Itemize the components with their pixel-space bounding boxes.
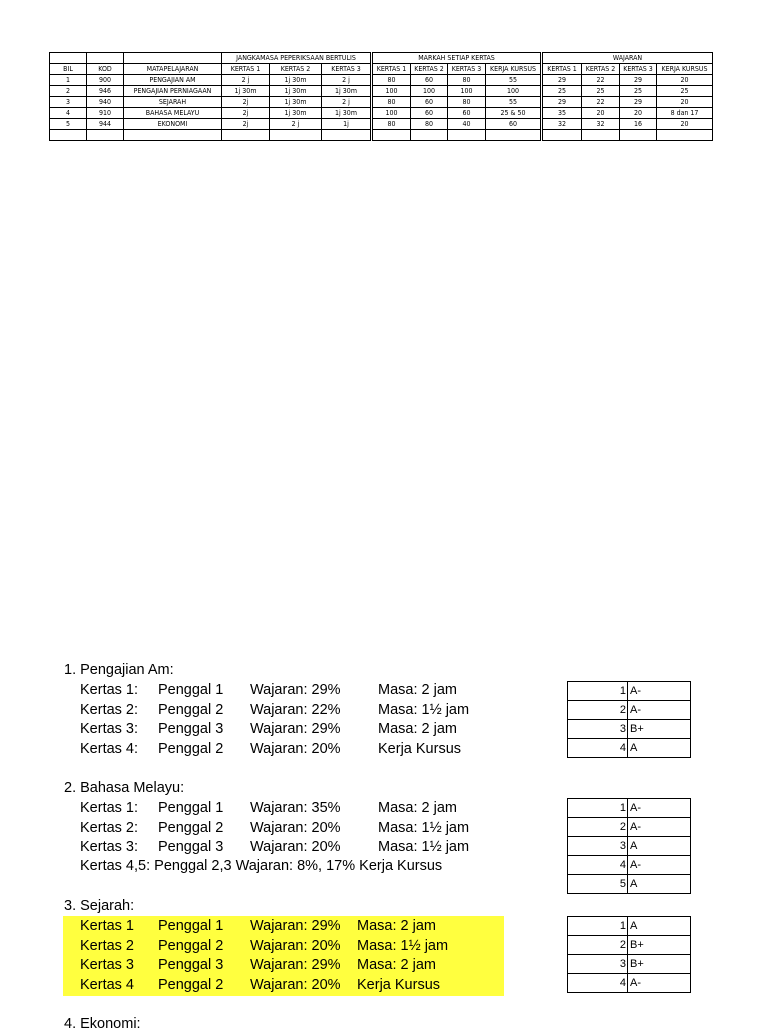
note-cell: Wajaran: 20% xyxy=(250,839,341,856)
table-cell: 100 xyxy=(372,86,411,97)
note-cell: Penggal 3 xyxy=(158,721,224,738)
grade-table-bahasa-melayu xyxy=(567,798,691,894)
table-cell: 60 xyxy=(411,108,448,119)
table-cell: 29 xyxy=(542,97,582,108)
table-cell: 100 xyxy=(486,86,542,97)
note-cell: Wajaran: 29% xyxy=(250,682,341,698)
exam-summary-table xyxy=(49,52,713,141)
grade-value: A- xyxy=(628,799,691,818)
note-cell: Penggal 1 xyxy=(158,918,224,934)
table-cell: 29 xyxy=(620,75,657,86)
grade-row xyxy=(568,955,691,974)
table-cell: 60 xyxy=(411,97,448,108)
note-cell: Masa: 2 jam xyxy=(378,800,457,816)
table-cell: 29 xyxy=(620,97,657,108)
table-cell: 35 xyxy=(542,108,582,119)
section-title-bahasa-melayu: 2. Bahasa Melayu: xyxy=(64,780,185,796)
note-cell: Masa: 1½ jam xyxy=(378,701,470,718)
table-cell: 1j 30m xyxy=(270,97,322,108)
table-cell: 2j xyxy=(222,119,270,130)
note-cell: Wajaran: 29% xyxy=(250,957,341,974)
table-cell: 20 xyxy=(657,97,713,108)
table-row xyxy=(50,119,713,130)
paper-number: 3 xyxy=(568,955,628,974)
note-cell: Wajaran: 29% xyxy=(250,721,341,738)
table-cell: 25 xyxy=(582,86,620,97)
table-cell: 20 xyxy=(582,108,620,119)
table-cell: 80 xyxy=(372,119,411,130)
table-cell: 2j xyxy=(222,97,270,108)
table-cell: 60 xyxy=(448,108,486,119)
note-cell: Masa: 2 jam xyxy=(357,918,436,934)
note-cell: Masa: 1½ jam xyxy=(378,819,470,836)
table-cell: 100 xyxy=(372,108,411,119)
table-cell: 32 xyxy=(582,119,620,130)
note-cell: Kertas 2: xyxy=(80,701,139,718)
table-cell: 1j 30m xyxy=(322,86,372,97)
table-cell: 2 j xyxy=(270,119,322,130)
table-cell: 32 xyxy=(542,119,582,130)
paper-number: 4 xyxy=(568,974,628,993)
group-header-weight: WAJARAN xyxy=(542,53,713,64)
table-cell: 940 xyxy=(87,97,124,108)
paper-number: 1 xyxy=(568,799,628,818)
paper-number: 2 xyxy=(568,936,628,955)
note-cell: Penggal 2 xyxy=(158,819,224,836)
table-cell: 60 xyxy=(486,119,542,130)
grade-value: A- xyxy=(628,682,691,701)
note-cell: Penggal 2 xyxy=(158,937,224,954)
table-cell: 8 dan 17 xyxy=(657,108,713,119)
note-cell: Wajaran: 22% xyxy=(250,701,341,718)
group-header-marks: MARKAH SETIAP KERTAS xyxy=(372,53,542,64)
note-cell: Wajaran: 20% xyxy=(250,819,341,836)
table-cell: 1j 30m xyxy=(322,108,372,119)
col-header: KERTAS 3 xyxy=(620,64,657,75)
note-cell: Kertas 1: xyxy=(80,800,139,816)
table-cell: 3 xyxy=(50,97,87,108)
table-cell: 80 xyxy=(411,119,448,130)
grade-row xyxy=(568,875,691,894)
table-cell: 4 xyxy=(50,108,87,119)
grade-value: A xyxy=(628,875,691,894)
paper-number: 5 xyxy=(568,875,628,894)
paper-number: 1 xyxy=(568,917,628,936)
note-line: Kertas 4,5: Penggal 2,3 Wajaran: 8%, 17% Kerja Kursus xyxy=(80,858,443,874)
table-cell: 2 j xyxy=(322,97,372,108)
note-cell: Kertas 3: xyxy=(80,721,139,738)
table-cell: 16 xyxy=(620,119,657,130)
note-cell: Kertas 1: xyxy=(80,682,139,698)
table-cell: 40 xyxy=(448,119,486,130)
group-header-row xyxy=(50,53,713,64)
paper-number: 2 xyxy=(568,818,628,837)
col-header: MATAPELAJARAN xyxy=(124,64,222,75)
grade-table-sejarah xyxy=(567,916,691,993)
table-cell: BAHASA MELAYU xyxy=(124,108,222,119)
grade-row xyxy=(568,720,691,739)
table-cell: 55 xyxy=(486,75,542,86)
paper-number: 1 xyxy=(568,682,628,701)
table-cell: 1j 30m xyxy=(270,108,322,119)
col-header: KERTAS 1 xyxy=(372,64,411,75)
table-cell: 2 j xyxy=(222,75,270,86)
paper-number: 3 xyxy=(568,837,628,856)
note-cell: Masa: 2 jam xyxy=(378,721,457,738)
col-header: KERTAS 1 xyxy=(542,64,582,75)
table-cell: 1j 30m xyxy=(270,75,322,86)
paper-number: 4 xyxy=(568,739,628,758)
grade-table-pengajian-am xyxy=(567,681,691,758)
grade-row xyxy=(568,799,691,818)
note-cell: Kerja Kursus xyxy=(357,976,441,993)
note-cell: Kertas 3: xyxy=(80,839,139,856)
table-cell: 80 xyxy=(448,75,486,86)
paper-number: 2 xyxy=(568,701,628,720)
col-header: KERTAS 3 xyxy=(448,64,486,75)
note-cell: Kertas 4 xyxy=(80,976,134,993)
table-cell: 25 xyxy=(620,86,657,97)
note-cell: Penggal 3 xyxy=(158,957,224,974)
note-cell: Kertas 2 xyxy=(80,937,134,954)
table-cell: 22 xyxy=(582,75,620,86)
table-cell: 25 xyxy=(657,86,713,97)
table-cell: EKONOMI xyxy=(124,119,222,130)
group-header-duration: JANGKAMASA PEPERIKSAAN BERTULIS xyxy=(222,53,372,64)
table-row xyxy=(50,75,713,86)
note-cell: Wajaran: 35% xyxy=(250,800,341,816)
grade-row xyxy=(568,818,691,837)
col-header: BIL xyxy=(50,64,87,75)
grade-row xyxy=(568,701,691,720)
table-cell: 1j 30m xyxy=(222,86,270,97)
grade-value: A- xyxy=(628,701,691,720)
table-cell: 25 & 50 xyxy=(486,108,542,119)
table-cell: 2j xyxy=(222,108,270,119)
table-cell: PENGAJIAN AM xyxy=(124,75,222,86)
table-cell: 80 xyxy=(372,75,411,86)
table-cell: 55 xyxy=(486,97,542,108)
table-cell: 1j xyxy=(322,119,372,130)
table-cell: 25 xyxy=(542,86,582,97)
table-cell: PENGAJIAN PERNIAGAAN xyxy=(124,86,222,97)
table-cell: 2 j xyxy=(322,75,372,86)
grade-value: A xyxy=(628,917,691,936)
table-cell: 100 xyxy=(448,86,486,97)
table-cell: 946 xyxy=(87,86,124,97)
grade-row xyxy=(568,856,691,875)
note-cell: Kertas 3 xyxy=(80,957,134,974)
column-header-row xyxy=(50,64,713,75)
grade-value: A xyxy=(628,837,691,856)
note-cell: Penggal 3 xyxy=(158,839,224,856)
note-cell: Kerja Kursus xyxy=(378,740,462,757)
paper-number: 3 xyxy=(568,720,628,739)
col-header: KERTAS 1 xyxy=(222,64,270,75)
note-cell: Masa: 1½ jam xyxy=(378,839,470,856)
grade-row xyxy=(568,974,691,993)
note-cell: Penggal 1 xyxy=(158,800,224,816)
grade-value: B+ xyxy=(628,720,691,739)
table-row xyxy=(50,108,713,119)
grade-row xyxy=(568,917,691,936)
section-title-sejarah: 3. Sejarah: xyxy=(64,898,135,914)
table-cell: 20 xyxy=(620,108,657,119)
grade-value: A- xyxy=(628,974,691,993)
table-cell: SEJARAH xyxy=(124,97,222,108)
grade-value: A- xyxy=(628,818,691,837)
table-cell: 20 xyxy=(657,75,713,86)
grade-row xyxy=(568,837,691,856)
table-cell: 100 xyxy=(411,86,448,97)
table-row xyxy=(50,86,713,97)
section-title-pengajian-am: 1. Pengajian Am: xyxy=(64,662,174,678)
grade-row xyxy=(568,739,691,758)
col-header: KERJA KURSUS xyxy=(486,64,542,75)
table-cell: 80 xyxy=(448,97,486,108)
note-cell: Penggal 1 xyxy=(158,682,224,698)
note-cell: Kertas 2: xyxy=(80,819,139,836)
note-cell: Penggal 2 xyxy=(158,701,224,718)
col-header: KOD xyxy=(87,64,124,75)
table-cell: 60 xyxy=(411,75,448,86)
table-cell: 900 xyxy=(87,75,124,86)
note-cell: Wajaran: 29% xyxy=(250,918,341,934)
note-cell: Penggal 2 xyxy=(158,740,224,757)
section-title-ekonomi: 4. Ekonomi: xyxy=(64,1016,141,1032)
table-cell: 29 xyxy=(542,75,582,86)
table-cell: 1j 30m xyxy=(270,86,322,97)
col-header: KERTAS 3 xyxy=(322,64,372,75)
note-cell: Wajaran: 20% xyxy=(250,937,341,954)
table-cell: 944 xyxy=(87,119,124,130)
col-header: KERTAS 2 xyxy=(270,64,322,75)
table-cell: 80 xyxy=(372,97,411,108)
table-cell: 20 xyxy=(657,119,713,130)
table-cell: 5 xyxy=(50,119,87,130)
table-cell: 22 xyxy=(582,97,620,108)
table-cell: 910 xyxy=(87,108,124,119)
note-cell: Kertas 4: xyxy=(80,740,139,757)
grade-row xyxy=(568,936,691,955)
paper-number: 4 xyxy=(568,856,628,875)
grade-value: B+ xyxy=(628,936,691,955)
note-cell: Wajaran: 20% xyxy=(250,976,341,993)
col-header: KERTAS 2 xyxy=(411,64,448,75)
col-header: KERTAS 2 xyxy=(582,64,620,75)
grade-value: A xyxy=(628,739,691,758)
note-cell: Penggal 2 xyxy=(158,976,224,993)
table-row xyxy=(50,97,713,108)
grade-value: A- xyxy=(628,856,691,875)
table-cell: 1 xyxy=(50,75,87,86)
note-cell: Kertas 1 xyxy=(80,918,134,934)
grade-value: B+ xyxy=(628,955,691,974)
note-cell: Masa: 2 jam xyxy=(378,682,457,698)
note-cell: Masa: 2 jam xyxy=(357,957,436,974)
table-cell: 2 xyxy=(50,86,87,97)
empty-row xyxy=(50,130,713,141)
note-cell: Masa: 1½ jam xyxy=(357,937,449,954)
col-header: KERJA KURSUS xyxy=(657,64,713,75)
grade-row xyxy=(568,682,691,701)
note-cell: Wajaran: 20% xyxy=(250,740,341,757)
